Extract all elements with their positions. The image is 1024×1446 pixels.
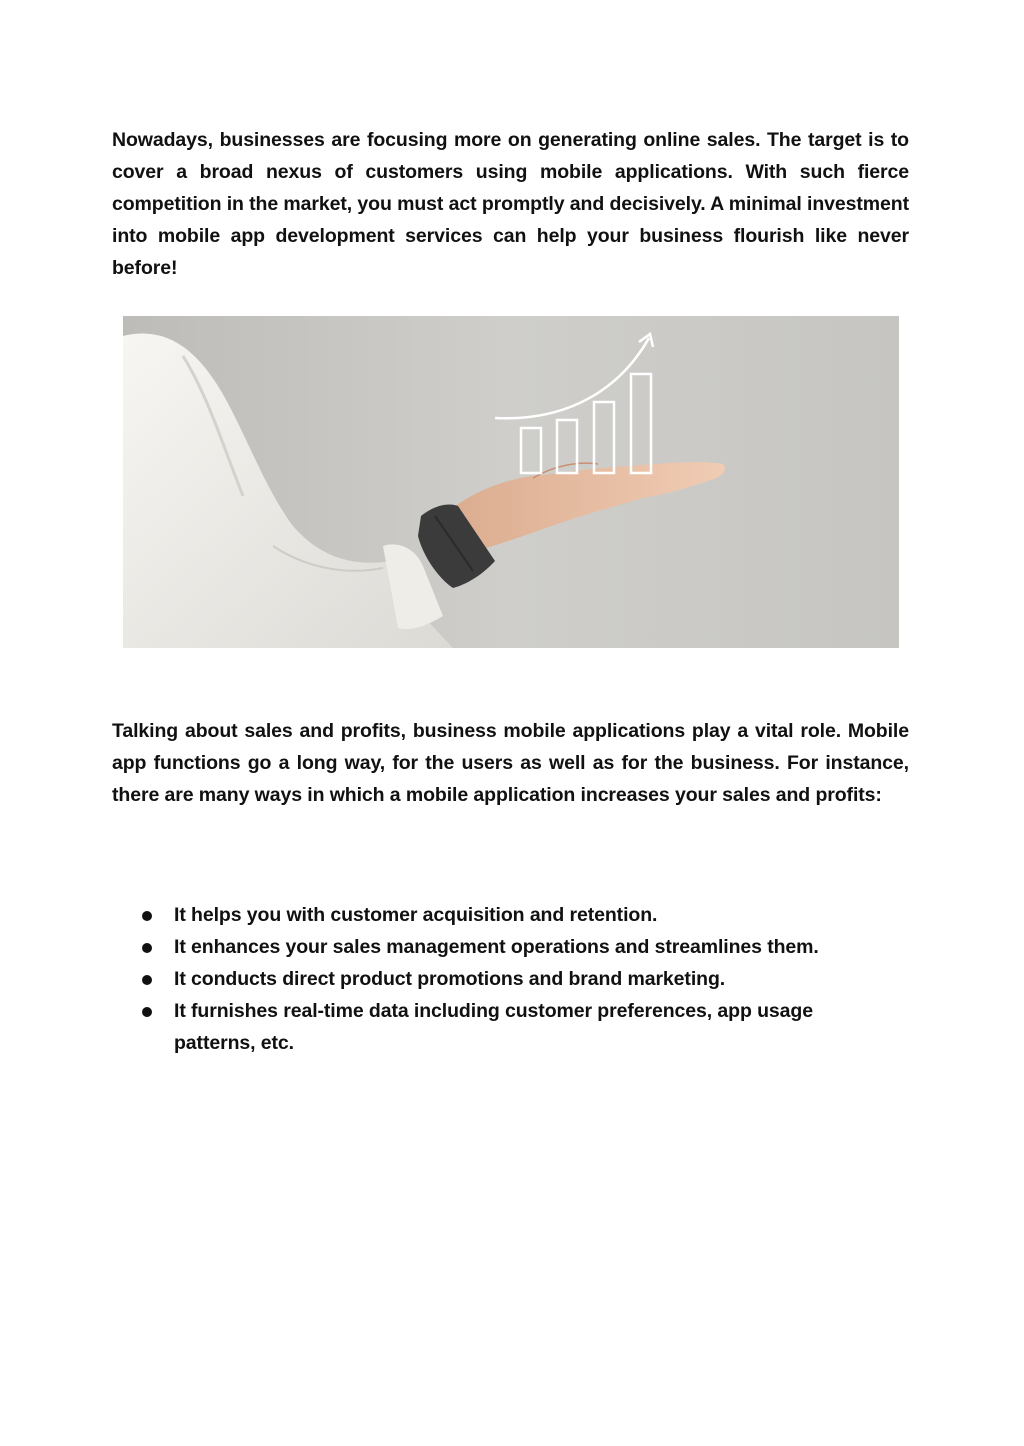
bullet-icon — [142, 1007, 152, 1017]
list-item — [112, 963, 894, 995]
list-item-text: It furnishes real-time data including customer preferences, app usage patterns, etc. — [174, 1000, 813, 1054]
list-item — [112, 995, 894, 1059]
sales-paragraph: Talking about sales and profits, business mobile applications play a vital role. Mobile app functions go a long way, for the users as well as for the business. For instance, there are many ways in which a mobile application increases your sales and profits: — [112, 720, 909, 806]
list-item-text: It conducts direct product promotions and brand marketing. — [174, 968, 726, 990]
benefits-list — [112, 899, 909, 1059]
list-item-text: It enhances your sales management operations and streamlines them. — [174, 936, 819, 958]
intro-paragraph: Nowadays, businesses are focusing more on generating online sales. The target is to cover a broad nexus of customers using mobile applications. With such fierce competition in the market, you must act promptly and decisively. A minimal investment into mobile app development services can help your business flourish like never before! — [112, 129, 909, 279]
bullet-icon — [142, 911, 152, 921]
bullet-icon — [142, 943, 152, 953]
bullet-icon — [142, 975, 152, 985]
list-item — [112, 931, 894, 963]
list-item — [112, 899, 894, 931]
list-item-text: It helps you with customer acquisition and retention. — [174, 904, 658, 926]
hand-growth-chart-photo — [123, 316, 899, 648]
